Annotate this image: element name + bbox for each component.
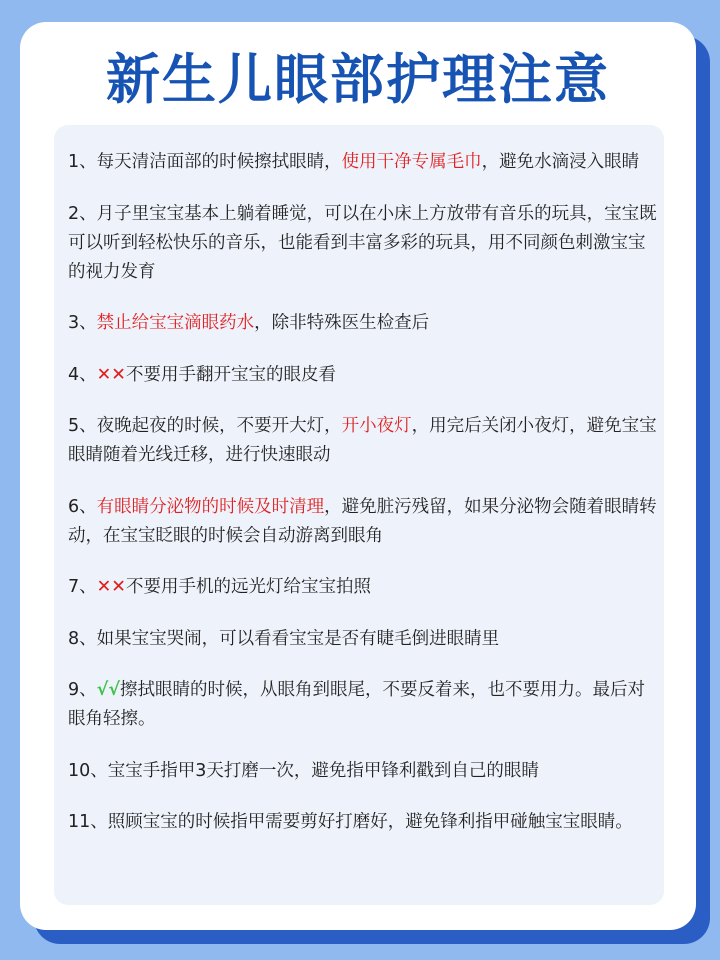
tip-text: 不要用手翻开宝宝的眼皮看 [125, 364, 336, 385]
tip-number: 7、 [68, 577, 97, 597]
tip-8 [68, 625, 658, 654]
tip-text: 不要用手机的远光灯给宝宝拍照 [125, 577, 371, 597]
page-title: 新生儿眼部护理注意 [106, 48, 610, 111]
tip-number: 2、 [68, 203, 97, 224]
tip-11 [68, 808, 658, 837]
tip-2 [68, 200, 658, 287]
tip-1 [68, 148, 658, 177]
tip-text: ，除非特殊医生检查后 [254, 313, 430, 333]
tip-number: 1、 [68, 152, 97, 172]
tip-4 [68, 361, 658, 390]
tip-text: 擦拭眼睛的时候，从眼角到眼尾，不要反着来，也不要用力。最后对眼角轻擦。 [68, 680, 645, 729]
tip-text: 如果宝宝哭闹，可以看看宝宝是否有睫毛倒进眼睛里 [96, 628, 500, 649]
tip-text: 每天清洁面部的时候擦拭眼睛， [96, 152, 342, 172]
check-icon: √√ [96, 680, 120, 700]
cross-icon: ✕✕ [96, 364, 126, 385]
tip-7 [68, 573, 658, 602]
content-card [20, 22, 696, 930]
tip-number: 10、 [68, 760, 108, 781]
tip-text: 宝宝手指甲3天打磨一次，避免指甲锋利戳到自己的眼睛 [107, 760, 539, 781]
tip-9 [68, 676, 658, 734]
tip-10 [68, 757, 658, 786]
tip-number: 11、 [68, 812, 108, 832]
tip-highlight: 有眼睛分泌物的时候及时清理 [96, 496, 325, 517]
tip-number: 8、 [68, 628, 97, 649]
tips-list [68, 148, 658, 860]
tip-text: 夜晚起夜的时候，不要开大灯， [96, 416, 342, 436]
tip-text: 月子里宝宝基本上躺着睡觉，可以在小床上方放带有音乐的玩具，宝宝既可以听到轻松快乐的音乐，也能看到丰富多彩的玩具，用不同颜色刺激宝宝的视力发育 [68, 203, 657, 282]
tip-number: 6、 [68, 496, 97, 517]
tip-6 [68, 493, 658, 551]
tip-3 [68, 309, 658, 338]
cross-icon: ✕✕ [96, 577, 126, 597]
tip-highlight: 使用干净专属毛巾 [341, 152, 482, 172]
tip-5 [68, 412, 658, 470]
tip-text: ，用完后关闭小夜灯，避免宝宝眼睛随着光线迁移，进行快速眼动 [68, 416, 657, 465]
tip-text: ，避免脏污残留，如果分泌物会随着眼睛转动，在宝宝眨眼的时候会自动游离到眼角 [68, 496, 657, 546]
tip-text: 照顾宝宝的时候指甲需要剪好打磨好，避免锋利指甲碰触宝宝眼睛。 [107, 812, 633, 832]
tip-number: 9、 [68, 680, 97, 700]
tip-number: 3、 [68, 313, 97, 333]
tip-number: 4、 [68, 364, 97, 385]
tip-highlight: 开小夜灯 [341, 416, 412, 436]
tip-text: ，避免水滴浸入眼睛 [481, 152, 640, 172]
tip-highlight: 禁止给宝宝滴眼药水 [96, 313, 255, 333]
tip-number: 5、 [68, 416, 97, 436]
